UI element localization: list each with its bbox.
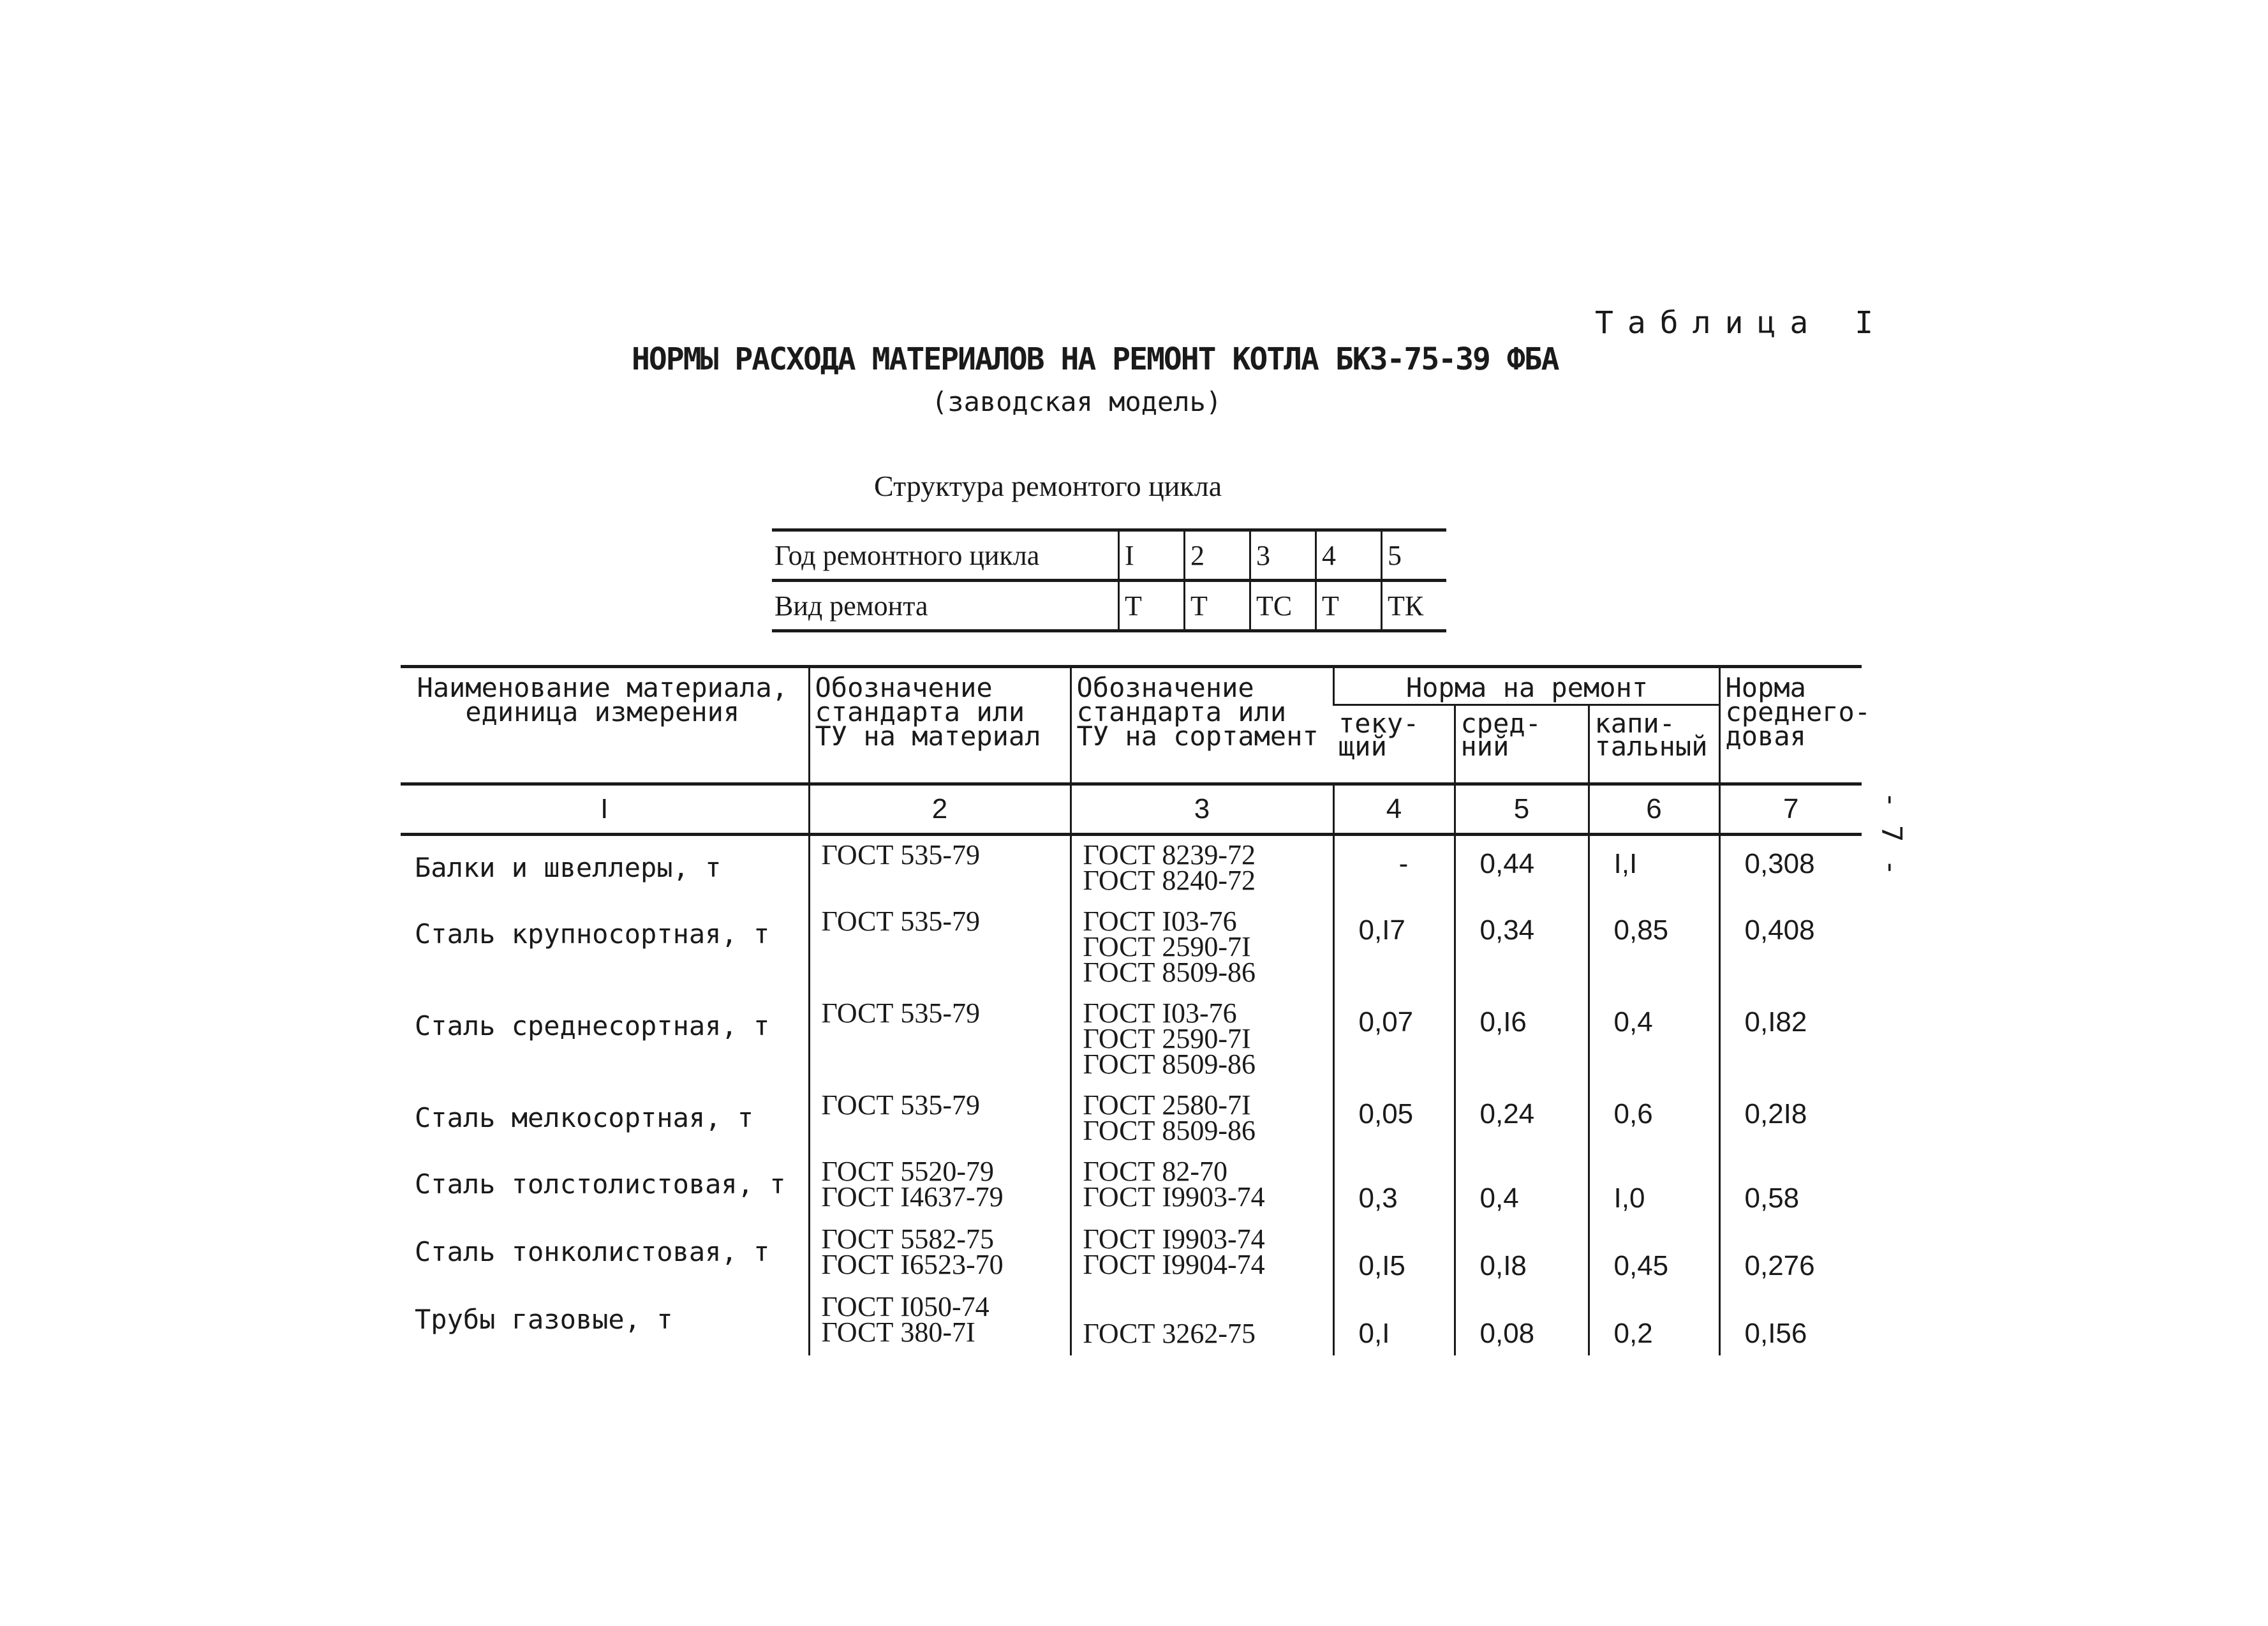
column-number: 4 [1333,784,1455,835]
material-standard [809,994,1071,1086]
norm-annual: 0,308 [1719,835,1862,903]
norm-capital: 0,6 [1589,1086,1719,1152]
standard-line: ГОСТ 8509-86 [1083,1048,1256,1080]
cycle-row-label: Вид ремонта [772,581,1119,631]
standard-line: ГОСТ 2590-7I [1083,931,1251,962]
cycle-row-label: Год ремонтного цикла [772,530,1119,581]
header-annual-norm: Норма среднего-довая [1719,667,1862,784]
standard-line: ГОСТ I9904-74 [1083,1249,1265,1280]
cycle-structure-title: Структура ремонтого цикла [874,470,1222,502]
norm-medium: 0,I8 [1455,1220,1589,1288]
standard-line: ГОСТ I03-76 [1083,906,1237,937]
material-standard [809,1288,1071,1355]
norm-capital: I,I [1589,835,1719,903]
standard-line: ГОСТ 3262-75 [1083,1318,1256,1349]
table-row [401,1086,1862,1152]
norm-medium: 0,44 [1455,835,1589,903]
standard-line: ГОСТ I9903-74 [1083,1223,1265,1255]
standard-line: ГОСТ I6523-70 [821,1249,1004,1280]
standard-line: ГОСТ 8509-86 [1083,1115,1256,1146]
material-standard [809,902,1071,994]
sortament-standard [1071,835,1333,903]
cycle-cell: ТК [1382,581,1447,631]
standard-line: ГОСТ 535-79 [821,839,981,870]
norm-capital: 0,2 [1589,1288,1719,1355]
standard-line: ГОСТ I03-76 [1083,997,1237,1029]
cycle-row [772,530,1446,581]
norm-capital: 0,4 [1589,994,1719,1086]
table-label: Таблица I [1595,305,1888,341]
column-number: 2 [809,784,1071,835]
cycle-cell: Т [1316,581,1382,631]
material-name: Трубы газовые, т [415,1304,673,1335]
material-norms-table [401,665,1871,1355]
norm-annual: 0,2I8 [1719,1086,1862,1152]
norm-annual: 0,408 [1719,902,1862,994]
norm-current: - [1333,835,1455,903]
sortament-standard [1071,1086,1333,1152]
cycle-cell: Т [1185,581,1250,631]
material-name: Сталь толстолистовая, т [415,1168,786,1200]
sortament-standard [1071,1152,1333,1220]
norm-current: 0,I [1333,1288,1455,1355]
norm-medium: 0,34 [1455,902,1589,994]
norm-annual: 0,I56 [1719,1288,1862,1355]
column-number: 6 [1589,784,1719,835]
table-row [401,835,1862,903]
cycle-cell: 4 [1316,530,1382,581]
norm-capital: 0,85 [1589,902,1719,994]
standard-line: ГОСТ 8240-72 [1083,865,1256,896]
cycle-row [772,581,1446,631]
document-subtitle: (заводская модель) [931,386,1222,417]
material-name: Сталь среднесортная, т [415,1010,770,1041]
norm-current: 0,I7 [1333,902,1455,994]
header-material-standard: Обозначение стандарта или ТУ на материал [809,667,1071,784]
repair-cycle-table [772,528,1446,632]
cycle-cell: I [1119,530,1185,581]
cycle-cell: 3 [1250,530,1316,581]
material-standard [809,835,1071,903]
cycle-cell: Т [1119,581,1185,631]
norm-current: 0,3 [1333,1152,1455,1220]
standard-line: ГОСТ 8509-86 [1083,957,1256,988]
header-sortament-standard: Обозначение стандарта или ТУ на сортамент [1071,667,1333,784]
standard-line: ГОСТ 535-79 [821,997,981,1029]
header-medium-repair: сред-ний [1455,705,1589,784]
norm-annual: 0,276 [1719,1220,1862,1288]
norm-capital: 0,45 [1589,1220,1719,1288]
norm-medium: 0,24 [1455,1086,1589,1152]
norm-medium: 0,4 [1455,1152,1589,1220]
table-row [401,1288,1862,1355]
page-number: - 7 - [1875,791,1908,876]
header-material-name: Наименование материала, единица измерения [401,667,809,784]
standard-line: ГОСТ 5582-75 [821,1223,995,1255]
norm-current: 0,05 [1333,1086,1455,1152]
cycle-cell: 5 [1382,530,1447,581]
sortament-standard [1071,994,1333,1086]
standard-line: ГОСТ I9903-74 [1083,1181,1265,1212]
material-name: Сталь мелкосортная, т [415,1102,754,1133]
material-standard [809,1086,1071,1152]
material-name: Сталь крупносортная, т [415,918,770,950]
table-row [401,994,1862,1086]
norm-medium: 0,08 [1455,1288,1589,1355]
material-name: Балки и швеллеры, т [415,852,722,883]
column-number: 3 [1071,784,1333,835]
norm-annual: 0,58 [1719,1152,1862,1220]
norm-medium: 0,I6 [1455,994,1589,1086]
standard-line: ГОСТ 2580-7I [1083,1089,1251,1121]
column-number: 7 [1719,784,1862,835]
document-title: НОРМЫ РАСХОДА МАТЕРИАЛОВ НА РЕМОНТ КОТЛА БКЗ-75-39 ФБА [632,341,1559,377]
standard-line: ГОСТ 535-79 [821,1089,981,1121]
material-standard [809,1152,1071,1220]
standard-line: ГОСТ 82-70 [1083,1156,1228,1187]
norm-capital: I,0 [1589,1152,1719,1220]
column-number: I [401,784,809,835]
standard-line: ГОСТ I4637-79 [821,1181,1004,1212]
sortament-standard [1071,1220,1333,1288]
norm-current: 0,I5 [1333,1220,1455,1288]
table-row [401,1152,1862,1220]
cycle-cell: ТС [1250,581,1316,631]
material-name: Сталь тонколистовая, т [415,1236,770,1267]
standard-line: ГОСТ 2590-7I [1083,1023,1251,1054]
material-standard [809,1220,1071,1288]
header-current-repair: теку-щий [1333,705,1455,784]
sortament-standard [1071,902,1333,994]
standard-line: ГОСТ 8239-72 [1083,839,1256,870]
norm-current: 0,07 [1333,994,1455,1086]
column-number: 5 [1455,784,1589,835]
standard-line: ГОСТ 5520-79 [821,1156,995,1187]
cycle-cell: 2 [1185,530,1250,581]
norm-annual: 0,I82 [1719,994,1862,1086]
table-row [401,1220,1862,1288]
header-repair-norm-group: Норма на ремонт [1333,667,1719,705]
sortament-standard [1071,1288,1333,1355]
standard-line: ГОСТ 380-7I [821,1316,975,1348]
header-capital-repair: капи-тальный [1589,705,1719,784]
table-row [401,902,1862,994]
standard-line: ГОСТ I050-74 [821,1291,989,1322]
standard-line: ГОСТ 535-79 [821,906,981,937]
